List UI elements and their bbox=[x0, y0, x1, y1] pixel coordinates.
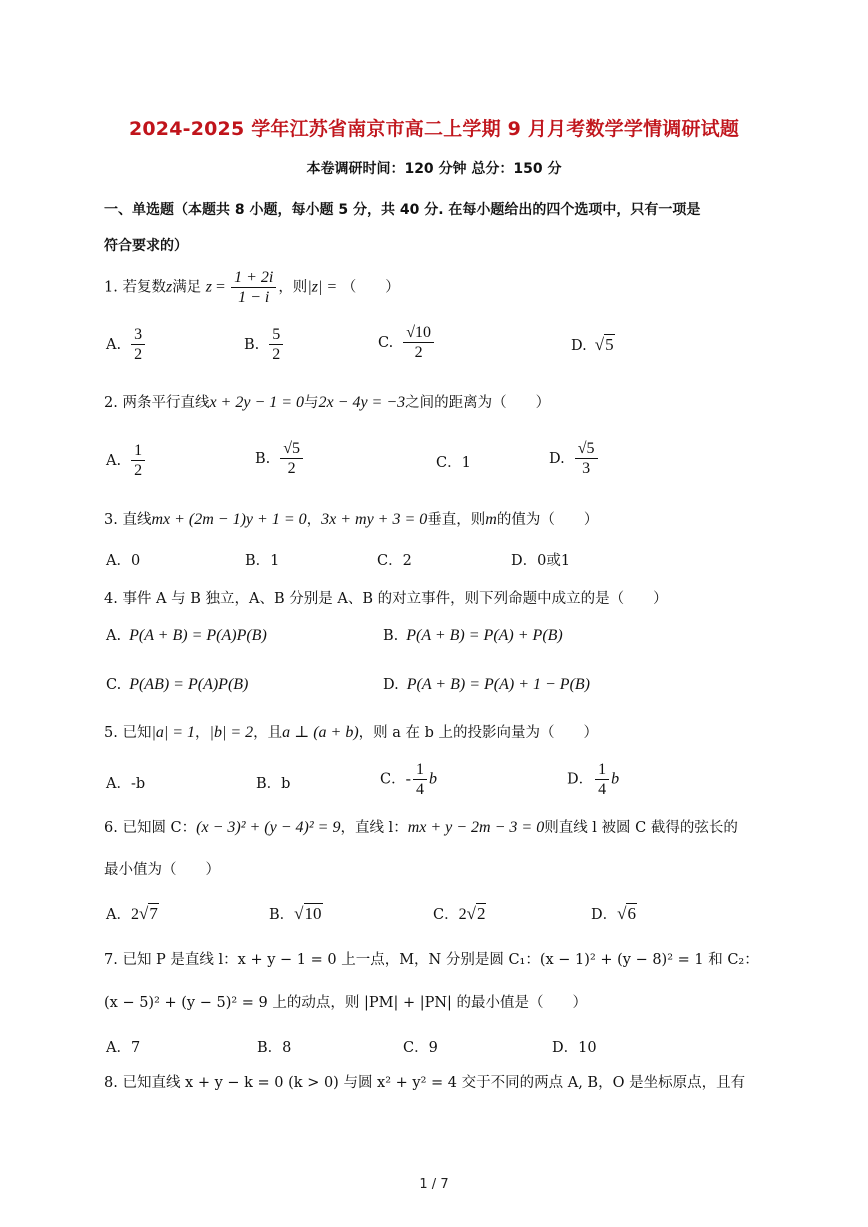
q1-option-c: C. $\frac{√10}{2}$ bbox=[378, 323, 436, 362]
q4-option-c: C. P(AB) = P(A)P(B) bbox=[106, 676, 249, 693]
q7-option-a: A．7 bbox=[106, 1040, 141, 1056]
exam-subtitle: 本卷调研时间：120 分钟 总分：150 分 bbox=[306, 161, 562, 177]
section-heading-line2: 符合要求的） bbox=[104, 238, 188, 254]
q1-option-a: A. $\frac{3}{2}$ bbox=[106, 325, 147, 364]
q2-option-a: A. $\frac{1}{2}$ bbox=[106, 441, 147, 480]
q1-fraction: $\frac{1 + 2i}{1 - i}$ bbox=[231, 268, 276, 307]
exam-title: 2024-2025 学年江苏省南京市高二上学期 9 月月考数学学情调研试题 bbox=[128, 118, 740, 140]
question-7-line1: 7. 已知 P 是直线 l：x + y − 1 = 0 上一点，M，N 分别是圆 C₁：(x − 1)² + (y − 8)² = 1 和 C₂： bbox=[104, 952, 759, 968]
question-5: 5. 已知|a| = 1，|b| = 2，且a ⊥ (a + b)，则 a 在 b 上的投影向量为（ ） bbox=[104, 724, 599, 741]
q5-option-c: C．- $\frac{1}{4}$ b bbox=[380, 761, 437, 798]
q3-option-a: A．0 bbox=[106, 553, 141, 569]
q7-option-c: C．9 bbox=[403, 1040, 438, 1056]
q1-var: z bbox=[165, 278, 173, 296]
q1-blank: （ ） bbox=[341, 279, 400, 296]
q1-abs: |z| = bbox=[307, 278, 338, 296]
q6-option-a: A．2√7 bbox=[106, 904, 158, 923]
q1-option-d: D. √5 bbox=[571, 335, 614, 354]
q2-option-c: C．1 bbox=[436, 455, 471, 471]
q2-line-2: 2x − 4y = −3 bbox=[318, 394, 406, 411]
q5-option-a: A．-b bbox=[106, 776, 146, 792]
q3-option-b: B．1 bbox=[245, 553, 280, 569]
section-heading-line1: 一、单选题（本题共 8 小题，每小题 5 分，共 40 分. 在每小题给出的四个选项中，只有一项是 bbox=[104, 202, 701, 218]
q2-option-d: D. $\frac{√5}{3}$ bbox=[549, 439, 600, 478]
q3-option-c: C．2 bbox=[377, 553, 412, 569]
q4-option-d: D. P(A + B) = P(A) + 1 − P(B) bbox=[383, 676, 590, 693]
q4-option-a: A. P(A + B) = P(A)P(B) bbox=[106, 627, 267, 644]
q1-suffix: ，则 bbox=[278, 279, 308, 296]
q5-option-d: D． $\frac{1}{4}$ b bbox=[567, 761, 620, 798]
q2-line-1: x + 2y − 1 = 0 bbox=[209, 394, 305, 411]
q7-option-b: B．8 bbox=[257, 1040, 292, 1056]
q1-mid: 满足 bbox=[172, 279, 202, 296]
q1-prefix: 1. 若复数 bbox=[104, 279, 166, 296]
question-2: 2. 两条平行直线x + 2y − 1 = 0与2x − 4y = −3之间的距离为（ ） bbox=[104, 394, 551, 411]
question-6-line1: 6. 已知圆 C：(x − 3)² + (y − 4)² = 9，直线 l：mx + y − 2m − 3 = 0则直线 l 被圆 C 截得的弦长的 bbox=[104, 819, 738, 836]
question-1: 1. 若复数z满足 z = $\frac{1 + 2i}{1 - i}$ ，则|z| = （ ） bbox=[104, 269, 400, 306]
q3-option-d: D．0或1 bbox=[511, 553, 571, 569]
q1-option-b: B. $\frac{5}{2}$ bbox=[244, 325, 285, 364]
q6-option-d: D．√6 bbox=[591, 904, 636, 923]
q5-option-b: B．b bbox=[256, 776, 291, 792]
question-7-line2: (x − 5)² + (y − 5)² = 9 上的动点，则 |PM| + |PN| 的最小值是（ ） bbox=[104, 995, 588, 1011]
q7-option-d: D．10 bbox=[552, 1040, 597, 1056]
question-8-line1: 8. 已知直线 x + y − k = 0 (k > 0) 与圆 x² + y² = 4 交于不同的两点 A, B，O 是坐标原点，且有 bbox=[104, 1075, 746, 1091]
question-6-line2: 最小值为（ ） bbox=[104, 862, 220, 878]
q4-option-b: B. P(A + B) = P(A) + P(B) bbox=[383, 627, 563, 644]
q2-option-b: B. $\frac{√5}{2}$ bbox=[255, 439, 305, 478]
page-number: 1 / 7 bbox=[419, 1177, 449, 1192]
q6-option-c: C．2√2 bbox=[433, 904, 486, 923]
q6-option-b: B．√10 bbox=[269, 904, 322, 923]
question-4: 4. 事件 A 与 B 独立，A、B 分别是 A、B 的对立事件，则下列命题中成立的是（ ） bbox=[104, 591, 668, 607]
question-3: 3. 直线mx + (2m − 1)y + 1 = 0，3x + my + 3 = 0垂直，则m的值为（ ） bbox=[104, 511, 599, 528]
